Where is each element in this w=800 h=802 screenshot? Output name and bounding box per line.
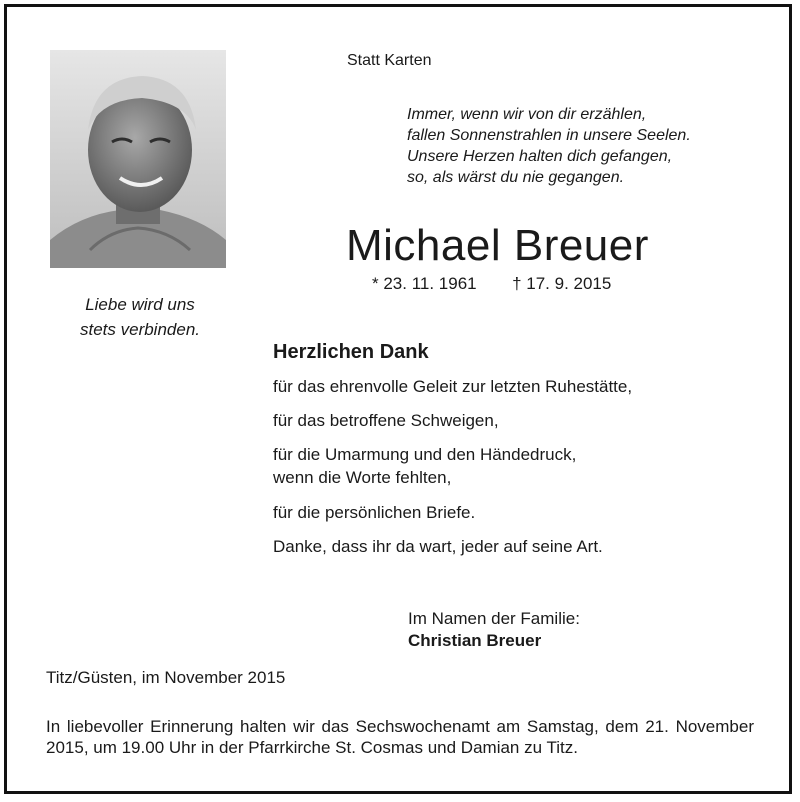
life-dates xyxy=(372,274,611,294)
memorial-announcement: In liebevoller Erinnerung halten wir das Sechswochenamt am Samstag, dem 21. November 2015, um 19.00 Uhr in der Pfarrkirche St. Cosmas und Damian zu Titz. xyxy=(46,717,754,757)
portrait-photo xyxy=(50,50,226,268)
deceased-name: Michael Breuer xyxy=(346,221,649,270)
thanks-line: wenn die Worte fehlten, xyxy=(273,468,452,487)
family-intro: Im Namen der Familie: xyxy=(408,609,580,628)
header-text: Statt Karten xyxy=(347,52,432,69)
thanks-line: für das ehrenvolle Geleit zur letzten Ruhestätte, xyxy=(273,377,633,396)
place-date: Titz/Güsten, im November 2015 xyxy=(46,668,286,687)
thanks-line: Danke, dass ihr da wart, jeder auf seine Art. xyxy=(273,537,603,556)
caption-line: Liebe wird uns xyxy=(85,295,195,314)
portrait-icon xyxy=(50,50,226,268)
poem-line: fallen Sonnenstrahlen in unsere Seelen. xyxy=(407,127,691,144)
poem xyxy=(407,104,691,188)
thanks-heading: Herzlichen Dank xyxy=(273,341,429,363)
thanks-line: für die persönlichen Briefe. xyxy=(273,503,476,522)
thanks-line: für das betroffene Schweigen, xyxy=(273,411,499,430)
family-signature: Christian Breuer xyxy=(408,631,542,650)
birth-date: * 23. 11. 1961 xyxy=(372,274,477,293)
poem-line: Immer, wenn wir von dir erzählen, xyxy=(407,106,647,123)
caption-line: stets verbinden. xyxy=(79,320,200,339)
photo-caption xyxy=(40,292,240,342)
death-date: † 17. 9. 2015 xyxy=(512,274,612,293)
poem-line: Unsere Herzen halten dich gefangen, xyxy=(407,148,673,165)
poem-line: so, als wärst du nie gegangen. xyxy=(407,169,625,186)
thanks-line: für die Umarmung und den Händedruck, xyxy=(273,445,577,464)
